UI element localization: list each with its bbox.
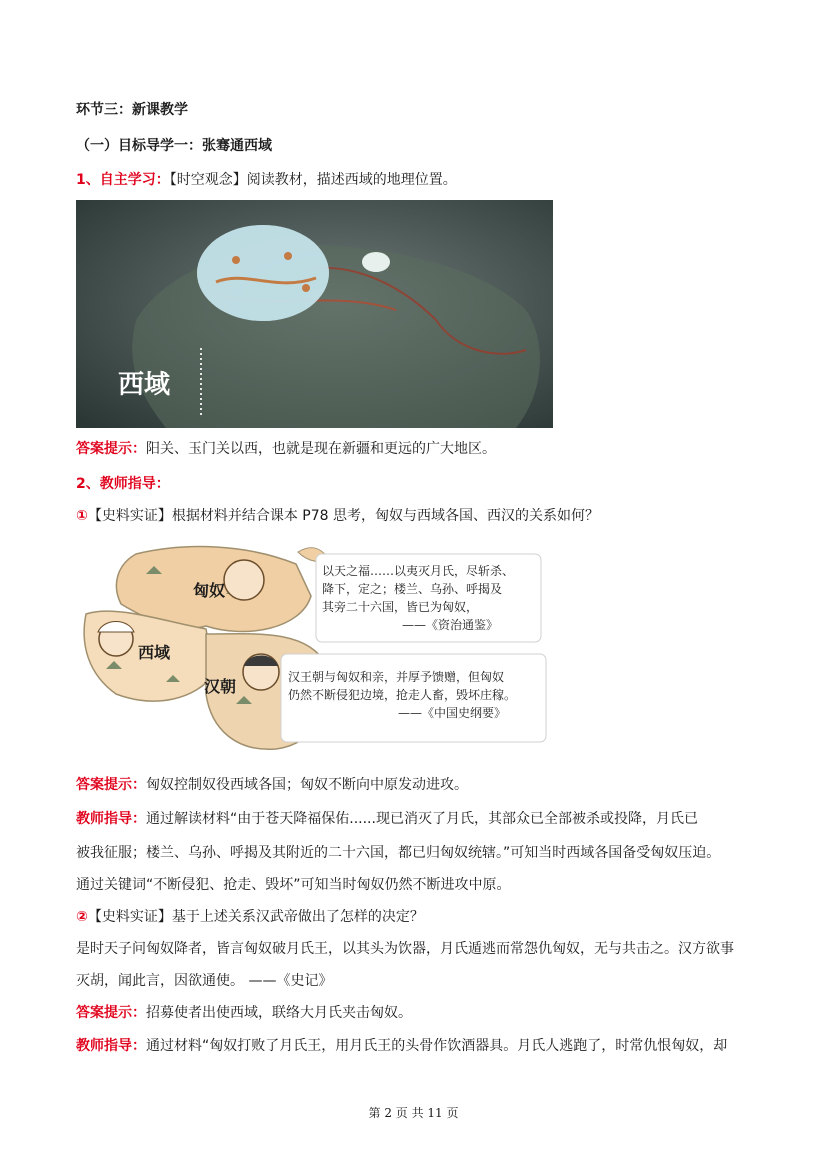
item1-text: 【时空观念】阅读教材，描述西域的地理位置。 [169,172,457,188]
answer1 [76,439,496,459]
page-footer: 第 2 页 共 11 页 [368,1106,459,1120]
map-label-hanchao: 汉朝 [204,677,237,696]
map-label-xiongnu: 匈奴 [193,581,226,600]
answer3 [76,1003,412,1023]
relation-map-image [76,534,556,759]
guide2-label: 教师指导： [76,1038,146,1054]
quote-zhongguoshigangyao: 汉王朝与匈奴和亲，并厚予馈赠，但匈奴 仍然不断侵犯边境，抢走人畜，毁坏庄稼。 ——《中国史纲要》 [288,670,517,720]
item1-prefix: 1、自主学习： [76,172,170,188]
map-label-xiyu: 西域 [138,643,171,662]
answer1-text: 阳关、玉门关以西，也就是现在新疆和更远的广大地区。 [146,441,496,457]
item1 [76,170,457,190]
subsection-title: （一）目标导学一：张骞通西域 [76,138,272,154]
guide1-line3: 通过关键词“不断侵犯、抢走、毁坏”可知当时匈奴仍然不断进攻中原。 [76,877,511,893]
item2-label: 2、教师指导： [76,476,170,492]
question2 [76,907,424,927]
guide1-label: 教师指导： [76,811,146,827]
guide1-line2: 被我征服；楼兰、乌孙、呼揭及其附近的二十六国，都已归匈奴统辖。”可知当时西域各国备受匈奴压迫。 [76,845,721,861]
question2-text: 【史料实证】基于上述关系汉武帝做出了怎样的决定？ [87,909,424,925]
question1 [76,506,599,526]
answer2-text: 匈奴控制奴役西域各国；匈奴不断向中原发动进攻。 [146,777,468,793]
quote-shiji-line1: 是时天子问匈奴降者，皆言匈奴破月氏王，以其头为饮器，月氏遁逃而常怨仇匈奴，无与共击之。汉方欲事 [76,941,734,957]
xiyu-map-label: 西域 [118,370,171,400]
question1-text: 【史料实证】根据材料并结合课本 P78 思考，匈奴与西域各国、西汉的关系如何？ [87,508,600,524]
answer2 [76,775,468,795]
section-title: 环节三：新课教学 [76,102,188,118]
guide2: 教师指导：通过材料“匈奴打败了月氏王，用月氏王的头骨作饮酒器具。月氏人逃跑了，时常仇恨匈奴，却 [76,1038,728,1054]
quote-shiji-line2: 灭胡，闻此言，因欲通使。 ——《史记》 [76,973,333,989]
answer3-label: 答案提示： [76,1005,146,1021]
answer1-label: 答案提示： [76,441,146,457]
guide1-line1: 教师指导：通过解读材料“由于苍天降福保佑......现已消灭了月氏，其部众已全部被杀或投降，月氏已 [76,811,698,827]
question1-marker: ① [76,508,88,524]
answer2-label: 答案提示： [76,777,146,793]
xiyu-map-image [76,200,553,428]
question2-marker: ② [76,909,88,925]
quote-zizhitongjian: 以天之福……以夷灭月氏，尽斩杀、 降下，定之；楼兰、乌孙、呼揭及 其旁二十六国，皆已为匈奴， ——《资治通鉴》 [322,564,515,632]
answer3-text: 招募使者出使西域，联络大月氏夹击匈奴。 [146,1005,412,1021]
